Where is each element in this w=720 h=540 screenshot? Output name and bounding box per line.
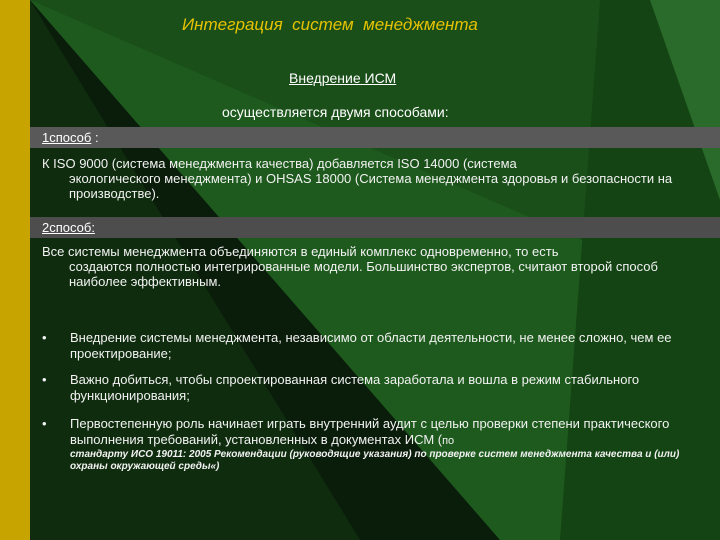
method1-highlight-band [30,127,720,148]
bullet-marker: • [42,330,47,345]
slide-subtitle: Внедрение ИСМ [289,70,397,86]
method2-highlight-band [30,217,720,238]
standard-reference-note: стандарту ИСО 19011: 2005 Рекомендации (руководящие указания) по проверке систем менеджмента качества и (или) охраны окружающей среды«) [70,449,680,472]
slide-title: Интеграция систем менеджмента [182,15,478,34]
sidebar-accent-bar [0,0,30,540]
method2-label: 2способ: [42,220,95,235]
method2-paragraph: Все системы менеджмента объединяются в единый комплекс одновременно, то есть создаются полностью интегрированные модели. Большинство экспертов, считают второй способ наиболее эффективным. [42,244,658,289]
intro-text: осуществляется двумя способами: [222,104,449,120]
method1-label: 1способ : [42,130,99,145]
bullet-item: • Внедрение системы менеджмента, независимо от области деятельности, не менее сложно, чем ее проектирование; [42,330,672,361]
bullet-item: • Первостепенную роль начинает играть внутренний аудит с целью проверки степени практического выполнения требований, установленных в документах ИСМ (по стандарту ИСО 19011: 2005 Рекомендации (руководящие указания) по проверке систем менеджмента качества и (или) охраны окружающей среды«) [42,416,682,473]
bullet-marker: • [42,416,47,431]
bullet-marker: • [42,372,47,387]
method1-paragraph: К ISO 9000 (система менеджмента качества) добавляется ISO 14000 (система экологического менеджмента) и OHSAS 18000 (Система менеджмента здоровья и безопасности на производстве). [42,156,673,201]
bullet-item: • Важно добиться, чтобы спроектированная система заработала и вошла в режим стабильного функционирования; [42,372,640,403]
